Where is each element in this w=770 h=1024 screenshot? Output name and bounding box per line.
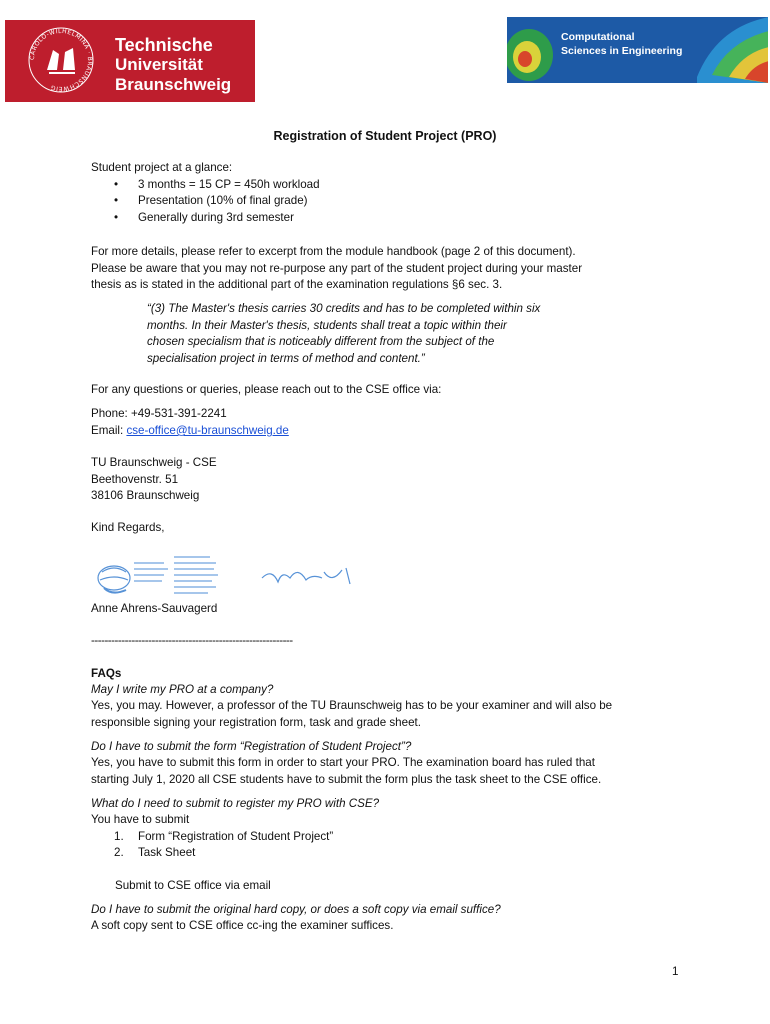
seal-text: CAROLO-WILHELMINA · BRAUNSCHWEIG	[28, 27, 94, 93]
signatory-name: Anne Ahrens-Sauvagerd	[91, 602, 218, 615]
tu-logo-text: Technische Universität Braunschweig	[115, 35, 232, 94]
email-line: Email: cse-office@tu-braunschweig.de	[91, 424, 289, 437]
page-number: 1	[672, 965, 679, 978]
list-item: • Generally during 3rd semester	[91, 210, 691, 227]
submission-list	[91, 829, 691, 862]
signature-stamp-icon	[92, 548, 362, 600]
faq-question: Do I have to submit the form “Registration of Student Project”?	[91, 740, 412, 753]
list-item: • 3 months = 15 CP = 450h workload	[91, 177, 691, 194]
faq-answer: You have to submit 1. Form “Registration of Student Project” 2. Task Sheet	[91, 812, 691, 862]
glance-list	[91, 177, 691, 227]
cse-logo	[507, 17, 768, 83]
faqs-heading: FAQs	[91, 667, 122, 680]
tu-braunschweig-logo	[5, 20, 255, 102]
list-item: 1. Form “Registration of Student Project”	[114, 829, 334, 843]
phone-number: Phone: +49-531-391-2241	[91, 407, 227, 420]
faq-question: Do I have to submit the original hard copy, or does a soft copy via email suffice?	[91, 903, 501, 916]
closing: Kind Regards,	[91, 521, 165, 534]
faq-question: May I write my PRO at a company?	[91, 683, 274, 696]
cse-logo-text: Computational Sciences in Engineering	[561, 31, 683, 57]
lion-seal-icon	[27, 26, 95, 94]
submission-note: Submit to CSE office via email	[115, 879, 271, 892]
list-item: 2. Task Sheet	[114, 846, 196, 859]
faq-answer: Yes, you have to submit this form in order to start your PRO. The examination board has ruled that starting July 1, 2020 all CSE students have to submit the form plus the task sheet to the CSE office.	[91, 756, 602, 786]
email-link[interactable]: cse-office@tu-braunschweig.de	[126, 424, 289, 437]
list-item: • Presentation (10% of final grade)	[91, 193, 691, 210]
separator-line: ------------------------------------------------------------	[91, 634, 293, 647]
faq-answer: A soft copy sent to CSE office cc-ing the examiner suffices.	[91, 919, 394, 932]
glance-section	[91, 160, 691, 226]
faq-answer: Yes, you may. However, a professor of the TU Braunschweig has to be your examiner and will also be responsible signing your registration form, task and grade sheet.	[91, 699, 613, 729]
regulation-quote: “(3) The Master's thesis carries 30 credits and has to be completed within six months. In their Master's thesis, students shall treat a topic within their chosen specialism that is noticeably different from the subject of the specialisation project in terms of method and content.”	[147, 302, 541, 365]
glance-intro: Student project at a glance:	[91, 161, 233, 174]
address-block: TU Braunschweig - CSE Beethovenstr. 51 38106 Braunschweig	[91, 456, 217, 502]
contact-intro: For any questions or queries, please reach out to the CSE office via:	[91, 383, 442, 396]
faq-question: What do I need to submit to register my PRO with CSE?	[91, 797, 380, 810]
details-paragraph: For more details, please refer to excerpt from the module handbook (page 2 of this document). Please be aware that you may not re-purpose any part of the student project during your master thesis as is stated in the additional part of the examination regulations §6 sec. 3.	[91, 245, 583, 291]
document-title: Registration of Student Project (PRO)	[273, 129, 497, 143]
